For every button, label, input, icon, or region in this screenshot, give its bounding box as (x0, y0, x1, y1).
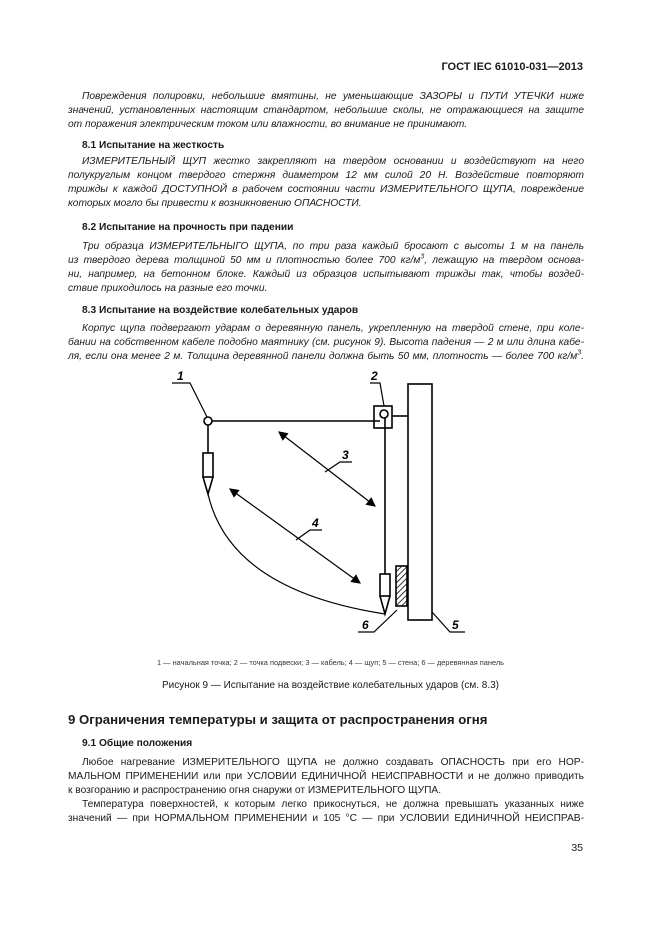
label-6: 6 (362, 618, 369, 632)
superscript: 3 (577, 349, 582, 357)
text-fragment: из твердого дерева толщиной 50 мм и плотностью более 700 кг/м (68, 255, 421, 266)
section-9-1-paragraph (68, 756, 584, 826)
swing-arc (208, 494, 385, 614)
text-line: значений, установленных настоящим стандартом, небольшие сколы, не отражающиеся на защите (68, 105, 584, 116)
arrow-3 (279, 432, 375, 506)
text-line: Повреждения полировки, небольшие вмятины, не уменьшающие ЗАЗОРЫ и ПУТИ УТЕЧКИ ниже (82, 91, 584, 102)
start-point (204, 417, 212, 425)
label-2: 2 (371, 369, 378, 383)
arrow-4 (230, 489, 360, 583)
document-id: ГОСТ IEC 61010-031—2013 (441, 61, 583, 73)
text-fragment: ля, если она менее 2 м. Толщина деревянной панели должна быть 50 мм, плотность — более 700 кг/м (68, 351, 578, 362)
section-9-heading: 9 Ограничения температуры и защита от распространения огня (68, 712, 488, 727)
text-line: трижды к каждой ДОСТУПНОЙ в рабочем состоянии части ИЗМЕРИТЕЛЬНОГО ЩУПА, повреждение (68, 184, 584, 195)
text-line: полукруглым концом твердого стержня диаметром 12 мм силой 20 Н. Воздействие повторяют (68, 170, 584, 181)
label-3: 3 (342, 448, 349, 462)
figure-caption: Рисунок 9 — Испытание на воздействие колебательных ударов (см. 8.3) (161, 680, 499, 691)
wall (408, 384, 432, 620)
section-8-3-heading: 8.3 Испытание на воздействие колебательных ударов (82, 305, 359, 316)
section-9-1-heading: 9.1 Общие положения (82, 738, 193, 749)
suspension-point (380, 410, 388, 418)
text-line: ни, например, на бетонном блоке. Каждый из образцов испытывают трижды так, чтобы воздей- (68, 269, 584, 280)
text-line: которых могло бы привести к возникновению ОПАСНОСТИ. (68, 198, 362, 209)
text-line: ИЗМЕРИТЕЛЬНЫЙ ЩУП жестко закрепляют на твердом основании и воздействуют на него (82, 156, 584, 167)
section-8-2-heading: 8.2 Испытание на прочность при падении (82, 222, 294, 233)
text-line: Корпус щупа подвергают ударам о деревянную панель, укрепленную на твердой стене, при коле- (82, 323, 584, 334)
text-line: бании на собственном кабеле подобно маятнику (см. рисунок 9). Высота падения — 2 м или длина кабе- (68, 337, 584, 348)
page-number: 35 (571, 842, 583, 854)
text-line: от поражения электрическим током или влажности, во внимание не принимают. (68, 119, 468, 130)
text-line: МАЛЬНОМ ПРИМЕНЕНИИ или при УСЛОВИИ ЕДИНИЧНОЙ НЕИСПРАВНОСТИ и не должно приводить (68, 771, 584, 782)
text-line: Любое нагревание ИЗМЕРИТЕЛЬНОГО ЩУПА не должно создавать ОПАСНОСТЬ при его НОР- (82, 757, 584, 768)
text-line: значений — при НОРМАЛЬНОМ ПРИМЕНЕНИИ и 105 °С — при УСЛОВИИ ЕДИНИЧНОЙ НЕИСПРАВ- (68, 813, 584, 824)
text-fragment: , лежащую на твердом основа- (424, 255, 585, 266)
probe-end (380, 574, 390, 596)
text-line: к возгоранию и распространению огня снаружи от ИЗМЕРИТЕЛЬНОГО ЩУПА. (68, 785, 442, 796)
probe-start (203, 453, 213, 477)
superscript: 3 (420, 253, 425, 261)
text-line: Три образца ИЗМЕРИТЕЛЬНЫГО ЩУПА, по три раза каждый бросают с высоты 1 м на панель (82, 241, 584, 252)
section-8-1-heading: 8.1 Испытание на жесткость (82, 140, 225, 151)
figure-legend: 1 — начальная точка; 2 — точка подвески; 3 — кабель; 4 — щуп; 5 — стена; 6 — деревянная панель (156, 658, 504, 667)
wooden-panel (396, 566, 407, 606)
label-1: 1 (177, 369, 184, 383)
label-5: 5 (452, 618, 459, 632)
text-line: ствие приходилось на разные его точки. (68, 283, 268, 294)
text-line: Температура поверхностей, к которым легко прикоснуться, не должна превышать указанных ниже (82, 799, 584, 810)
text-fragment: . (581, 351, 584, 362)
label-4: 4 (312, 516, 319, 530)
